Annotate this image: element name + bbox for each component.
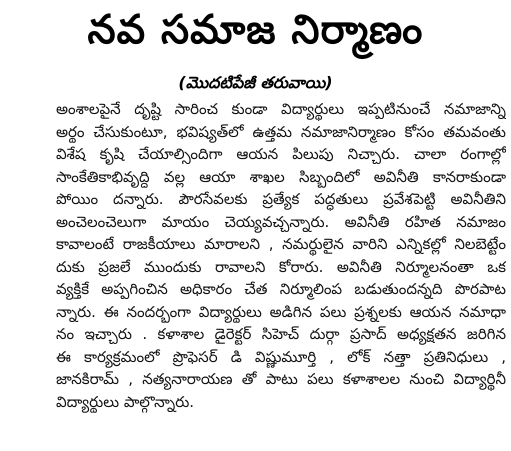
article-line: విశేష కృషి చేయాల్సిందిగా ఆయన పిలుపు నిచ్చారు. చాలా రంగాల్లో [56, 145, 506, 163]
article-line: జానకిరామ్ , నత్యనారాయణ తో పాటు పలు కళాశాలల నుంచి విద్యార్థినీ [56, 370, 506, 388]
article-line: దుకు ప్రజలే ముందుకు రావాలని కోరారు. అవినీతి నిర్మూలనంతా ఒక [56, 257, 506, 276]
article-body [56, 98, 506, 413]
article-line: కావాలంటే రాజకీయాలు మారాలని , నమర్థులైన వారిని ఎన్నికల్లో నిలబెట్టేం [56, 235, 506, 253]
article-line: న్నారు. ఈ నందర్భంగా విద్యార్థులు అడిగిన పలు ప్రశ్నలకు ఆయన నమాధా [56, 302, 506, 321]
article-line: నం ఇచ్చారు . కళాశాల డైరెక్టర్ సిహెచ్ దుర్గా ప్రసాద్ అధ్యక్షతన జరిగిన [56, 325, 506, 343]
continued-from-front-page-label: (మొదటిపేజీ తరువాయి) [178, 73, 333, 92]
article-line: పోయిం దన్నారు. పౌరసేవలకు ప్రత్యేక పద్ధతులు ప్రవేశపెట్టి అవినీతిని [56, 190, 506, 208]
article-line: అర్థం చేసుకుంటూ, భవిష్యత్‌లో ఉత్తమ నమాజానిర్మాణం కోసం తమవంతు [56, 122, 506, 141]
article-line: ఈ కార్యక్రమంలో ప్రొఫెసర్ డి విష్ణుమూర్తి , లోక్ నత్తా ప్రతినిధులు , [56, 347, 506, 366]
article-line: విద్యార్థులు పాల్గొన్నారు. [56, 392, 195, 411]
article-headline: నవ సమాజ నిర్మాణం [87, 7, 424, 53]
article-line: అంచెలంచెలుగా మాయం చెయ్యవచ్చన్నారు. అవినీతి రహిత నమాజం [56, 212, 506, 231]
article-line: అంశాలపైనే దృష్టి సారించ కుండా విద్యార్థులు ఇప్పటినుంచే నమాజాన్ని [56, 100, 506, 118]
article-line: సాంకేతికాభివృద్ధి వల్ల ఆయా శాఖల సిబ్బందిలో అవినీతి కానరాకుండా [56, 167, 506, 186]
article-line: వ్యక్తికే అప్పగించిన అధికారం చేత నిర్మూలింప బడుతుందన్నది పొరపాట [56, 280, 506, 298]
